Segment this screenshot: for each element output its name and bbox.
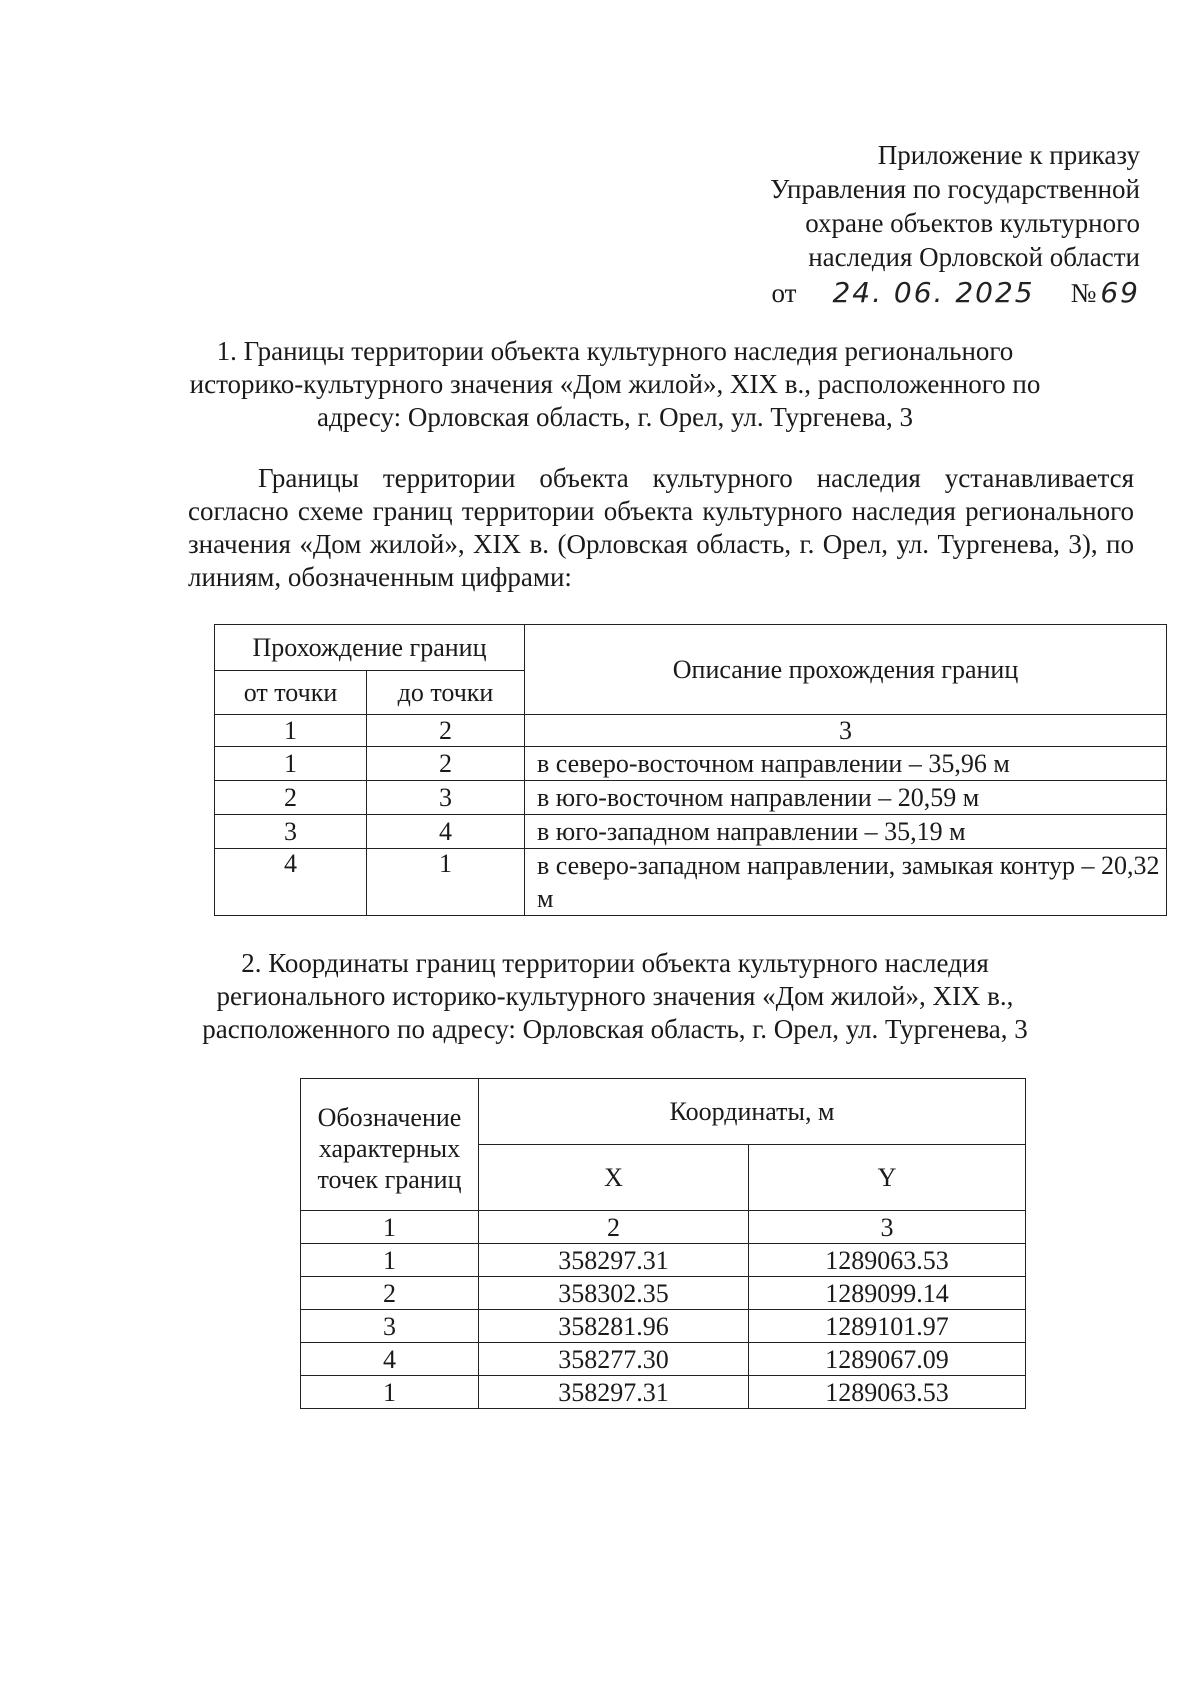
col-number: 3 (749, 1211, 1026, 1244)
coord-x: 358297.31 (479, 1244, 749, 1277)
table-row (215, 715, 1167, 747)
boundary-description: в юго-западном направлении – 35,19 м (525, 815, 1167, 849)
table-row (301, 1211, 1026, 1244)
col-number: 2 (479, 1211, 749, 1244)
to-point: 1 (367, 849, 525, 916)
coord-y: 1289101.97 (749, 1310, 1026, 1343)
boundary-paragraph: Границы территории объекта культурного наследия устанавливается согласно схеме границ территории объекта культурного наследия регионального значения «Дом жилой», XIX в. (Орловская область, г. Орел, ул. Тургенева, 3), по линиям, обозначенным цифрами: (188, 463, 1134, 592)
heading-line: адресу: Орловская область, г. Орел, ул. Тургенева, 3 (316, 402, 913, 432)
header-description: Описание прохождения границ (525, 625, 1167, 715)
coord-y: 1289067.09 (749, 1343, 1026, 1376)
header-y: Y (749, 1145, 1026, 1211)
order-date-line (700, 276, 1140, 310)
header-points: Обозначение характерных точек границ (301, 1079, 479, 1211)
table-row (301, 1376, 1026, 1409)
coord-x: 358281.96 (479, 1310, 749, 1343)
table-row (301, 1343, 1026, 1376)
from-point: 1 (215, 747, 367, 781)
point-id: 1 (301, 1244, 479, 1277)
coordinates-table (300, 1078, 1026, 1409)
section2-heading (150, 947, 1080, 1046)
table-row (215, 781, 1167, 815)
col-number: 1 (215, 715, 367, 747)
header-coordinates: Координаты, м (479, 1079, 1026, 1145)
heading-line: историко-культурного значения «Дом жилой», XIX в., расположенного по (189, 369, 1041, 399)
from-point: 3 (215, 815, 367, 849)
table-row (301, 1244, 1026, 1277)
from-point: 2 (215, 781, 367, 815)
heading-line: 2. Координаты границ территории объекта культурного наследия (241, 948, 989, 978)
appendix-line: охране объектов культурного (805, 208, 1140, 238)
point-id: 2 (301, 1277, 479, 1310)
appendix-header (700, 138, 1140, 310)
point-id: 4 (301, 1343, 479, 1376)
boundary-description: в северо-западном направлении, замыкая контур – 20,32 м (525, 849, 1167, 916)
header-to-point: до точки (367, 671, 525, 715)
coord-x: 358297.31 (479, 1376, 749, 1409)
col-number: 1 (301, 1211, 479, 1244)
coord-x: 358302.35 (479, 1277, 749, 1310)
to-point: 4 (367, 815, 525, 849)
header-from-point: от точки (215, 671, 367, 715)
col-number: 2 (367, 715, 525, 747)
to-point: 2 (367, 747, 525, 781)
col-number: 3 (525, 715, 1167, 747)
heading-line: расположенного по адресу: Орловская область, г. Орел, ул. Тургенева, 3 (202, 1014, 1028, 1044)
header-x: X (479, 1145, 749, 1211)
table-row (301, 1277, 1026, 1310)
heading-line: регионального историко-культурного значения «Дом жилой», XIX в., (216, 981, 1014, 1011)
appendix-line: Управления по государственной (770, 174, 1140, 204)
handwritten-number: 69 (1100, 276, 1140, 309)
appendix-line: Приложение к приказу (877, 140, 1140, 170)
header-boundary-passage: Прохождение границ (215, 625, 525, 671)
date-label: от (771, 278, 797, 308)
coord-y: 1289063.53 (749, 1244, 1026, 1277)
heading-line: 1. Границы территории объекта культурного наследия регионального (216, 336, 1014, 366)
table-row (215, 747, 1167, 781)
table-row (215, 815, 1167, 849)
point-id: 3 (301, 1310, 479, 1343)
table-row (215, 849, 1167, 916)
coord-x: 358277.30 (479, 1343, 749, 1376)
point-id: 1 (301, 1376, 479, 1409)
appendix-line: наследия Орловской области (808, 242, 1140, 272)
table-row (301, 1310, 1026, 1343)
boundary-description: в юго-восточном направлении – 20,59 м (525, 781, 1167, 815)
boundary-description: в северо-восточном направлении – 35,96 м (525, 747, 1167, 781)
number-label: № (1070, 278, 1097, 308)
from-point: 4 (215, 849, 367, 916)
coord-y: 1289063.53 (749, 1376, 1026, 1409)
coord-y: 1289099.14 (749, 1277, 1026, 1310)
boundary-lines-table (214, 624, 1167, 916)
section1-heading (150, 335, 1080, 434)
to-point: 3 (367, 781, 525, 815)
handwritten-date: 24. 06. 2025 (832, 276, 1035, 309)
